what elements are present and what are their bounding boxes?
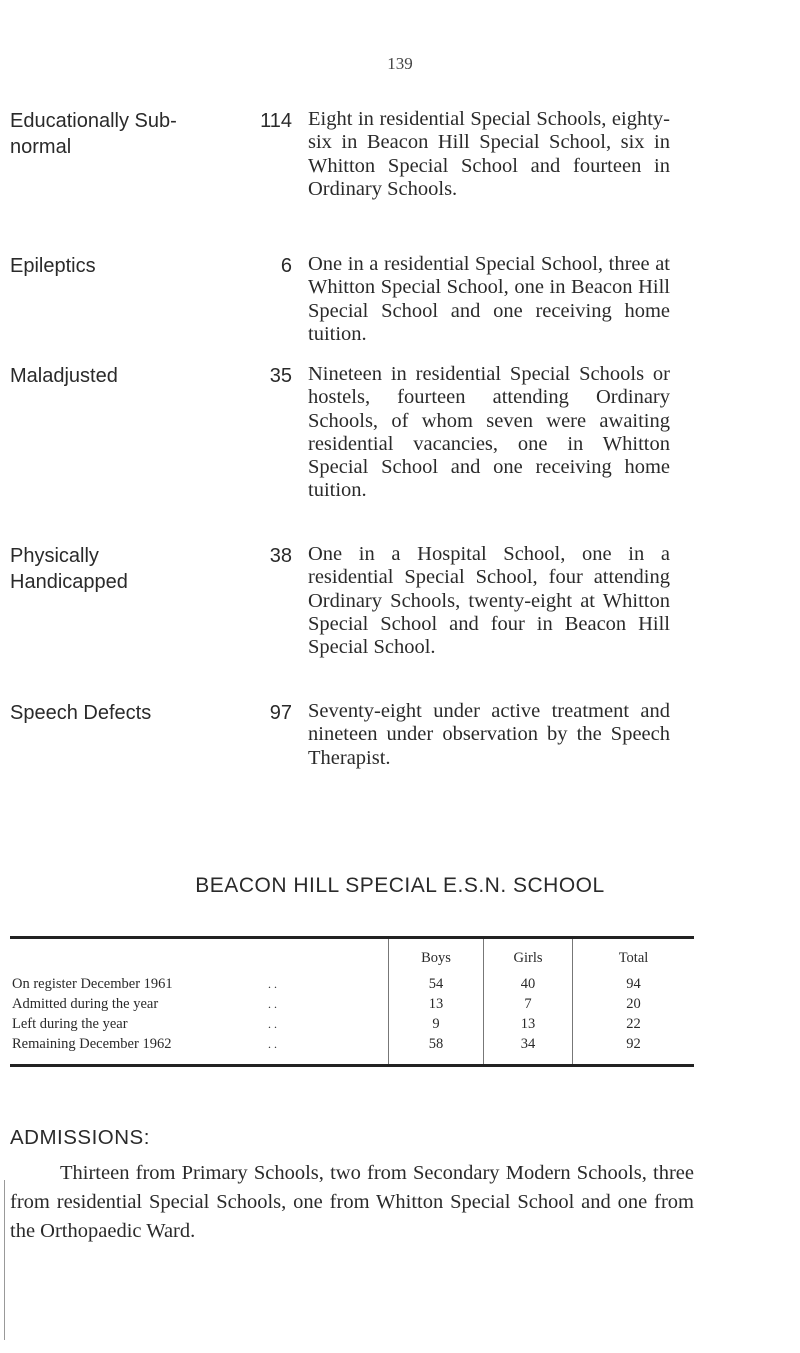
leader-dots: . .: [268, 1016, 277, 1031]
entry-label: Educationally Sub-normal: [10, 110, 177, 158]
entry-label: Maladjusted: [10, 365, 118, 387]
cell-boys: 13: [389, 994, 484, 1014]
cell-total: 92: [573, 1034, 695, 1064]
entry-label: Physically Handicapped: [10, 545, 128, 593]
table-row: [10, 1034, 694, 1064]
leader-dots: . .: [268, 976, 277, 991]
entry-description: Eight in residential Special Schools, eighty-six in Beacon Hill Special School, six in Whitton Special School and fourteen in Ordinary Schools.: [308, 108, 670, 200]
column-header-boys: Boys: [389, 939, 484, 974]
entry-count: 114: [260, 110, 292, 132]
row-label: Remaining December 1962: [12, 1035, 172, 1052]
table-row: [10, 994, 694, 1014]
admissions-text: Thirteen from Primary Schools, two from Secondary Modern Schools, three from residential Special Schools, one from Whitton Special School and one from the Orthopaedic Ward.: [10, 1162, 694, 1242]
page-edge-line: [4, 1180, 5, 1340]
row-label: Admitted during the year: [12, 995, 159, 1012]
entry-count: 38: [269, 545, 292, 567]
table-row: [10, 1014, 694, 1034]
leader-dots: . .: [268, 996, 277, 1011]
cell-girls: 34: [484, 1034, 573, 1064]
entry-description: One in a Hospital School, one in a residential Special School, four attending Ordinary Schools, twenty-eight at Whitton Special School and four in Beacon Hill Special School.: [308, 543, 670, 659]
cell-girls: 13: [484, 1014, 573, 1034]
page-number: 139: [387, 54, 413, 73]
leader-dots: . .: [268, 1036, 277, 1051]
cell-total: 22: [573, 1014, 695, 1034]
entry-description: Seventy-eight under active treatment and nineteen under observation by the Speech Therapist.: [308, 700, 670, 769]
cell-girls: 40: [484, 974, 573, 994]
cell-total: 94: [573, 974, 695, 994]
entry-label: Epileptics: [10, 255, 96, 277]
column-header-total: Total: [573, 939, 695, 974]
cell-total: 20: [573, 994, 695, 1014]
school-table-title: BEACON HILL SPECIAL E.S.N. SCHOOL: [195, 874, 605, 897]
entry-count: 6: [280, 255, 292, 277]
entry-description: Nineteen in residential Special Schools or hostels, fourteen attending Ordinary Schools, of whom seven were awaiting residential vacancies, one in Whitton Special School and one receiving home tuition.: [308, 363, 670, 502]
cell-boys: 58: [389, 1034, 484, 1064]
table-row: [10, 974, 694, 994]
entry-description: One in a residential Special School, three at Whitton Special School, one in Beacon Hill Special School and one receiving home tuition.: [308, 253, 670, 345]
row-label: Left during the year: [12, 1015, 128, 1032]
cell-boys: 54: [389, 974, 484, 994]
school-table: [10, 936, 694, 1067]
admissions-heading: ADMISSIONS:: [10, 1126, 150, 1149]
column-header-girls: Girls: [484, 939, 573, 974]
cell-girls: 7: [484, 994, 573, 1014]
entry-count: 35: [269, 365, 292, 387]
row-label: On register December 1961: [12, 975, 173, 992]
table-header-row: [10, 939, 694, 974]
entry-label: Speech Defects: [10, 702, 152, 724]
cell-boys: 9: [389, 1014, 484, 1034]
entry-count: 97: [269, 702, 292, 724]
